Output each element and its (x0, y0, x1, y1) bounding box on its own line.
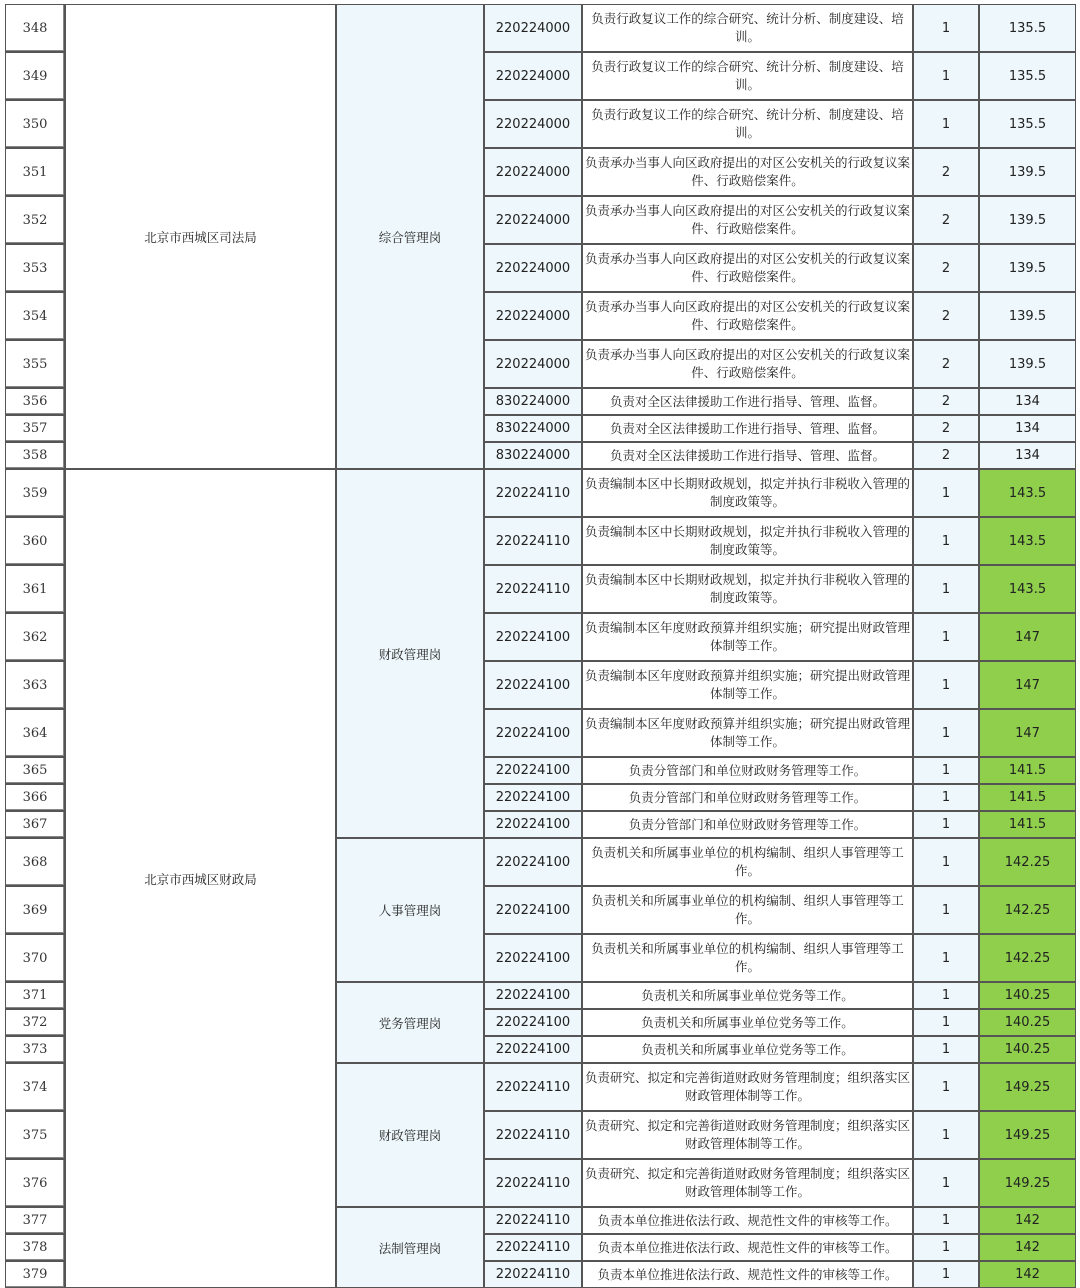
position-code-cell: 220224100 (484, 838, 582, 886)
job-description-cell: 负责承办当事人向区政府提出的对区公安机关的行政复议案件、行政赔偿案件。 (582, 196, 913, 244)
position-code-cell: 220224110 (484, 517, 582, 565)
position-code-cell: 220224110 (484, 1261, 582, 1288)
row-number-cell: 358 (5, 442, 65, 469)
hire-count-cell: 1 (913, 757, 979, 784)
position-code-cell: 220224100 (484, 613, 582, 661)
row-number-cell: 374 (5, 1063, 65, 1111)
hire-count-cell: 1 (913, 1036, 979, 1063)
job-description-cell: 负责承办当事人向区政府提出的对区公安机关的行政复议案件、行政赔偿案件。 (582, 292, 913, 340)
score-cell: 142 (979, 1261, 1076, 1288)
score-cell: 147 (979, 709, 1076, 757)
position-code-cell: 220224000 (484, 148, 582, 196)
hire-count-cell: 1 (913, 1063, 979, 1111)
row-number-cell: 369 (5, 886, 65, 934)
position-cell: 财政管理岗 (336, 469, 484, 838)
position-code-cell: 220224000 (484, 4, 582, 52)
score-cell: 135.5 (979, 4, 1076, 52)
hire-count-cell: 1 (913, 565, 979, 613)
job-description-cell: 负责本单位推进依法行政、规范性文件的审核等工作。 (582, 1261, 913, 1288)
score-cell: 135.5 (979, 52, 1076, 100)
hire-count-cell: 1 (913, 784, 979, 811)
job-description-cell: 负责研究、拟定和完善街道财政财务管理制度；组织落实区财政管理体制等工作。 (582, 1063, 913, 1111)
position-code-cell: 220224000 (484, 100, 582, 148)
hire-count-cell: 1 (913, 982, 979, 1009)
position-code-cell: 220224100 (484, 1036, 582, 1063)
row-number-cell: 372 (5, 1009, 65, 1036)
row-number-cell: 364 (5, 709, 65, 757)
job-description-cell: 负责研究、拟定和完善街道财政财务管理制度；组织落实区财政管理体制等工作。 (582, 1159, 913, 1207)
score-cell: 149.25 (979, 1111, 1076, 1159)
hire-count-cell: 1 (913, 100, 979, 148)
position-code-cell: 830224000 (484, 415, 582, 442)
position-code-cell: 220224110 (484, 565, 582, 613)
job-description-cell: 负责编制本区年度财政预算并组织实施；研究提出财政管理体制等工作。 (582, 661, 913, 709)
hire-count-cell: 1 (913, 52, 979, 100)
score-cell: 139.5 (979, 196, 1076, 244)
score-cell: 142 (979, 1207, 1076, 1234)
row-number-cell: 376 (5, 1159, 65, 1207)
score-cell: 142.25 (979, 886, 1076, 934)
hire-count-cell: 1 (913, 838, 979, 886)
position-code-cell: 220224110 (484, 1111, 582, 1159)
job-description-cell: 负责行政复议工作的综合研究、统计分析、制度建设、培训。 (582, 4, 913, 52)
score-cell: 143.5 (979, 469, 1076, 517)
job-description-cell: 负责机关和所属事业单位的机构编制、组织人事管理等工作。 (582, 838, 913, 886)
position-code-cell: 220224100 (484, 934, 582, 982)
position-code-cell: 220224100 (484, 886, 582, 934)
row-number-cell: 355 (5, 340, 65, 388)
row-number-cell: 378 (5, 1234, 65, 1261)
job-description-cell: 负责分管部门和单位财政财务管理等工作。 (582, 757, 913, 784)
row-number-cell: 354 (5, 292, 65, 340)
row-number-cell: 370 (5, 934, 65, 982)
row-number-cell: 348 (5, 4, 65, 52)
hire-count-cell: 2 (913, 442, 979, 469)
job-description-cell: 负责对全区法律援助工作进行指导、管理、监督。 (582, 388, 913, 415)
job-description-cell: 负责行政复议工作的综合研究、统计分析、制度建设、培训。 (582, 100, 913, 148)
row-number-cell: 377 (5, 1207, 65, 1234)
hire-count-cell: 2 (913, 196, 979, 244)
position-code-cell: 220224100 (484, 1009, 582, 1036)
hire-count-cell: 1 (913, 934, 979, 982)
job-description-cell: 负责本单位推进依法行政、规范性文件的审核等工作。 (582, 1234, 913, 1261)
job-description-cell: 负责本单位推进依法行政、规范性文件的审核等工作。 (582, 1207, 913, 1234)
row-number-cell: 379 (5, 1261, 65, 1288)
job-description-cell: 负责编制本区中长期财政规划，拟定并执行非税收入管理的制度政策等。 (582, 517, 913, 565)
job-description-cell: 负责分管部门和单位财政财务管理等工作。 (582, 811, 913, 838)
job-description-cell: 负责编制本区年度财政预算并组织实施；研究提出财政管理体制等工作。 (582, 709, 913, 757)
position-code-cell: 220224100 (484, 784, 582, 811)
score-cell: 140.25 (979, 982, 1076, 1009)
job-description-cell: 负责机关和所属事业单位党务等工作。 (582, 982, 913, 1009)
score-cell: 147 (979, 613, 1076, 661)
row-number-cell: 373 (5, 1036, 65, 1063)
hire-count-cell: 2 (913, 388, 979, 415)
row-number-cell: 360 (5, 517, 65, 565)
hire-count-cell: 1 (913, 1159, 979, 1207)
score-cell: 134 (979, 388, 1076, 415)
score-cell: 141.5 (979, 784, 1076, 811)
position-code-cell: 220224000 (484, 52, 582, 100)
job-description-cell: 负责承办当事人向区政府提出的对区公安机关的行政复议案件、行政赔偿案件。 (582, 148, 913, 196)
score-cell: 141.5 (979, 811, 1076, 838)
position-code-cell: 220224110 (484, 1063, 582, 1111)
score-cell: 149.25 (979, 1063, 1076, 1111)
row-number-cell: 351 (5, 148, 65, 196)
score-cell: 134 (979, 415, 1076, 442)
position-code-cell: 220224100 (484, 709, 582, 757)
hire-count-cell: 1 (913, 661, 979, 709)
row-number-cell: 368 (5, 838, 65, 886)
hire-count-cell: 1 (913, 886, 979, 934)
hire-count-cell: 1 (913, 4, 979, 52)
score-cell: 149.25 (979, 1159, 1076, 1207)
department-cell: 北京市西城区财政局 (65, 469, 336, 1288)
row-number-cell: 357 (5, 415, 65, 442)
hire-count-cell: 2 (913, 340, 979, 388)
row-number-cell: 350 (5, 100, 65, 148)
department-cell: 北京市西城区司法局 (65, 4, 336, 469)
hire-count-cell: 1 (913, 811, 979, 838)
job-description-cell: 负责机关和所属事业单位党务等工作。 (582, 1036, 913, 1063)
hire-count-cell: 1 (913, 517, 979, 565)
score-cell: 140.25 (979, 1009, 1076, 1036)
hire-count-cell: 2 (913, 415, 979, 442)
position-code-cell: 220224110 (484, 1207, 582, 1234)
job-description-cell: 负责机关和所属事业单位党务等工作。 (582, 1009, 913, 1036)
position-code-cell: 220224000 (484, 244, 582, 292)
row-number-cell: 359 (5, 469, 65, 517)
job-description-cell: 负责承办当事人向区政府提出的对区公安机关的行政复议案件、行政赔偿案件。 (582, 340, 913, 388)
hire-count-cell: 2 (913, 244, 979, 292)
hire-count-cell: 1 (913, 1009, 979, 1036)
position-code-cell: 220224110 (484, 1234, 582, 1261)
hire-count-cell: 1 (913, 1261, 979, 1288)
row-number-cell: 349 (5, 52, 65, 100)
row-number-cell: 361 (5, 565, 65, 613)
job-description-cell: 负责研究、拟定和完善街道财政财务管理制度；组织落实区财政管理体制等工作。 (582, 1111, 913, 1159)
position-code-cell: 220224100 (484, 811, 582, 838)
position-code-cell: 220224110 (484, 469, 582, 517)
row-number-cell: 352 (5, 196, 65, 244)
job-description-cell: 负责对全区法律援助工作进行指导、管理、监督。 (582, 415, 913, 442)
row-number-cell: 362 (5, 613, 65, 661)
position-code-cell: 220224000 (484, 196, 582, 244)
hire-count-cell: 1 (913, 709, 979, 757)
row-number-cell: 363 (5, 661, 65, 709)
hire-count-cell: 2 (913, 292, 979, 340)
score-cell: 135.5 (979, 100, 1076, 148)
score-cell: 142 (979, 1234, 1076, 1261)
score-cell: 139.5 (979, 292, 1076, 340)
position-cell: 财政管理岗 (336, 1063, 484, 1207)
row-number-cell: 366 (5, 784, 65, 811)
score-cell: 139.5 (979, 148, 1076, 196)
score-cell: 142.25 (979, 934, 1076, 982)
job-description-cell: 负责行政复议工作的综合研究、统计分析、制度建设、培训。 (582, 52, 913, 100)
job-description-cell: 负责机关和所属事业单位的机构编制、组织人事管理等工作。 (582, 934, 913, 982)
score-cell: 139.5 (979, 340, 1076, 388)
score-cell: 142.25 (979, 838, 1076, 886)
position-code-cell: 830224000 (484, 388, 582, 415)
row-number-cell: 375 (5, 1111, 65, 1159)
score-cell: 147 (979, 661, 1076, 709)
job-description-cell: 负责编制本区中长期财政规划，拟定并执行非税收入管理的制度政策等。 (582, 565, 913, 613)
row-number-cell: 365 (5, 757, 65, 784)
job-description-cell: 负责对全区法律援助工作进行指导、管理、监督。 (582, 442, 913, 469)
job-description-cell: 负责机关和所属事业单位的机构编制、组织人事管理等工作。 (582, 886, 913, 934)
row-number-cell: 353 (5, 244, 65, 292)
position-code-cell: 220224000 (484, 340, 582, 388)
score-cell: 141.5 (979, 757, 1076, 784)
position-cell: 综合管理岗 (336, 4, 484, 469)
hire-count-cell: 1 (913, 1234, 979, 1261)
job-description-cell: 负责分管部门和单位财政财务管理等工作。 (582, 784, 913, 811)
position-code-cell: 220224100 (484, 661, 582, 709)
score-cell: 143.5 (979, 517, 1076, 565)
position-code-cell: 220224110 (484, 1159, 582, 1207)
score-cell: 140.25 (979, 1036, 1076, 1063)
job-description-cell: 负责承办当事人向区政府提出的对区公安机关的行政复议案件、行政赔偿案件。 (582, 244, 913, 292)
score-cell: 134 (979, 442, 1076, 469)
position-cell: 法制管理岗 (336, 1207, 484, 1288)
hire-count-cell: 1 (913, 1207, 979, 1234)
job-description-cell: 负责编制本区年度财政预算并组织实施；研究提出财政管理体制等工作。 (582, 613, 913, 661)
score-cell: 139.5 (979, 244, 1076, 292)
score-cell: 143.5 (979, 565, 1076, 613)
position-code-cell: 220224000 (484, 292, 582, 340)
row-number-cell: 371 (5, 982, 65, 1009)
job-description-cell: 负责编制本区中长期财政规划，拟定并执行非税收入管理的制度政策等。 (582, 469, 913, 517)
row-number-cell: 367 (5, 811, 65, 838)
hire-count-cell: 1 (913, 469, 979, 517)
row-number-cell: 356 (5, 388, 65, 415)
hire-count-cell: 1 (913, 613, 979, 661)
position-cell: 人事管理岗 (336, 838, 484, 982)
position-cell: 党务管理岗 (336, 982, 484, 1063)
position-code-cell: 220224100 (484, 757, 582, 784)
position-code-cell: 830224000 (484, 442, 582, 469)
hire-count-cell: 1 (913, 1111, 979, 1159)
hire-count-cell: 2 (913, 148, 979, 196)
position-code-cell: 220224100 (484, 982, 582, 1009)
